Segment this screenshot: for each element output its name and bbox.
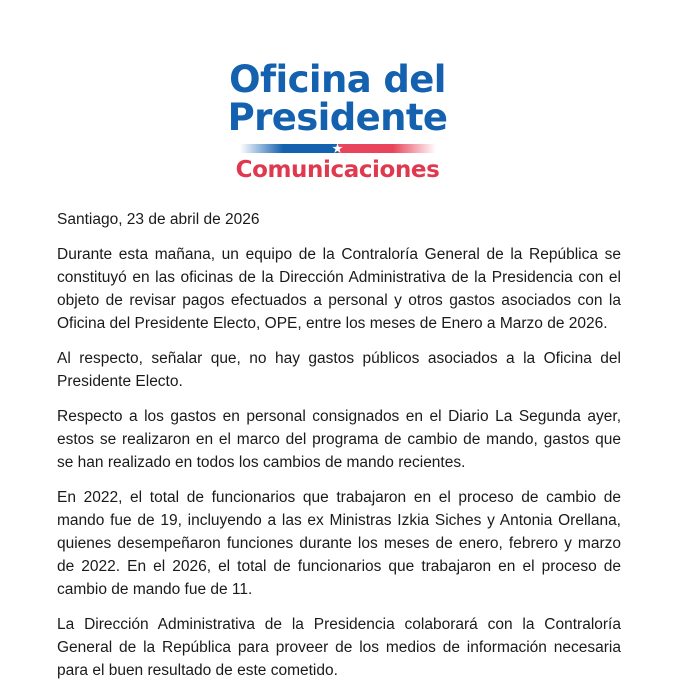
logo-title-line-1: Oficina del — [229, 58, 446, 101]
dateline: Santiago, 23 de abril de 2026 — [57, 211, 260, 228]
paragraph: La Dirección Administrativa de la Presidencia colaborará con la Contraloría General de la República para proveer de los medios de información necesaria para el buen resultado de este cometido. — [57, 616, 621, 679]
document-body — [57, 208, 621, 682]
paragraph: Al respecto, señalar que, no hay gastos públicos asociados a la Oficina del Presidente Electo. — [57, 350, 621, 390]
chilean-flag-bar-icon — [240, 144, 436, 153]
government-logo — [227, 58, 448, 184]
letterhead — [0, 0, 675, 182]
logo-title-line-2: Presidente — [227, 95, 448, 139]
paragraph: En 2022, el total de funcionarios que trabajaron en el proceso de cambio de mando fue de 19, incluyendo a las ex Ministras Izkia Siches y Antonia Orellana, quienes desempeñaron funciones durante los meses de enero, febrero y marzo de 2022. En el 2026, el total de funcionarios que trabajaron en el proceso de cambio de mando fue de 11. — [57, 489, 621, 598]
paragraph: Respecto a los gastos en personal consignados en el Diario La Segunda ayer, estos se realizaron en el marco del programa de cambio de mando, gastos que se han realizado en todos los cambios de mando recientes. — [57, 408, 621, 471]
star-icon — [332, 143, 343, 154]
paragraph: Durante esta mañana, un equipo de la Contraloría General de la República se constituyó en las oficinas de la Dirección Administrativa de la Presidencia con el objeto de revisar pagos efectuados a personal y otros gastos asociados con la Oficina del Presidente Electo, OPE, entre los meses de Enero a Marzo de 2026. — [57, 246, 621, 332]
logo-subtitle: Comunicaciones — [235, 157, 440, 184]
